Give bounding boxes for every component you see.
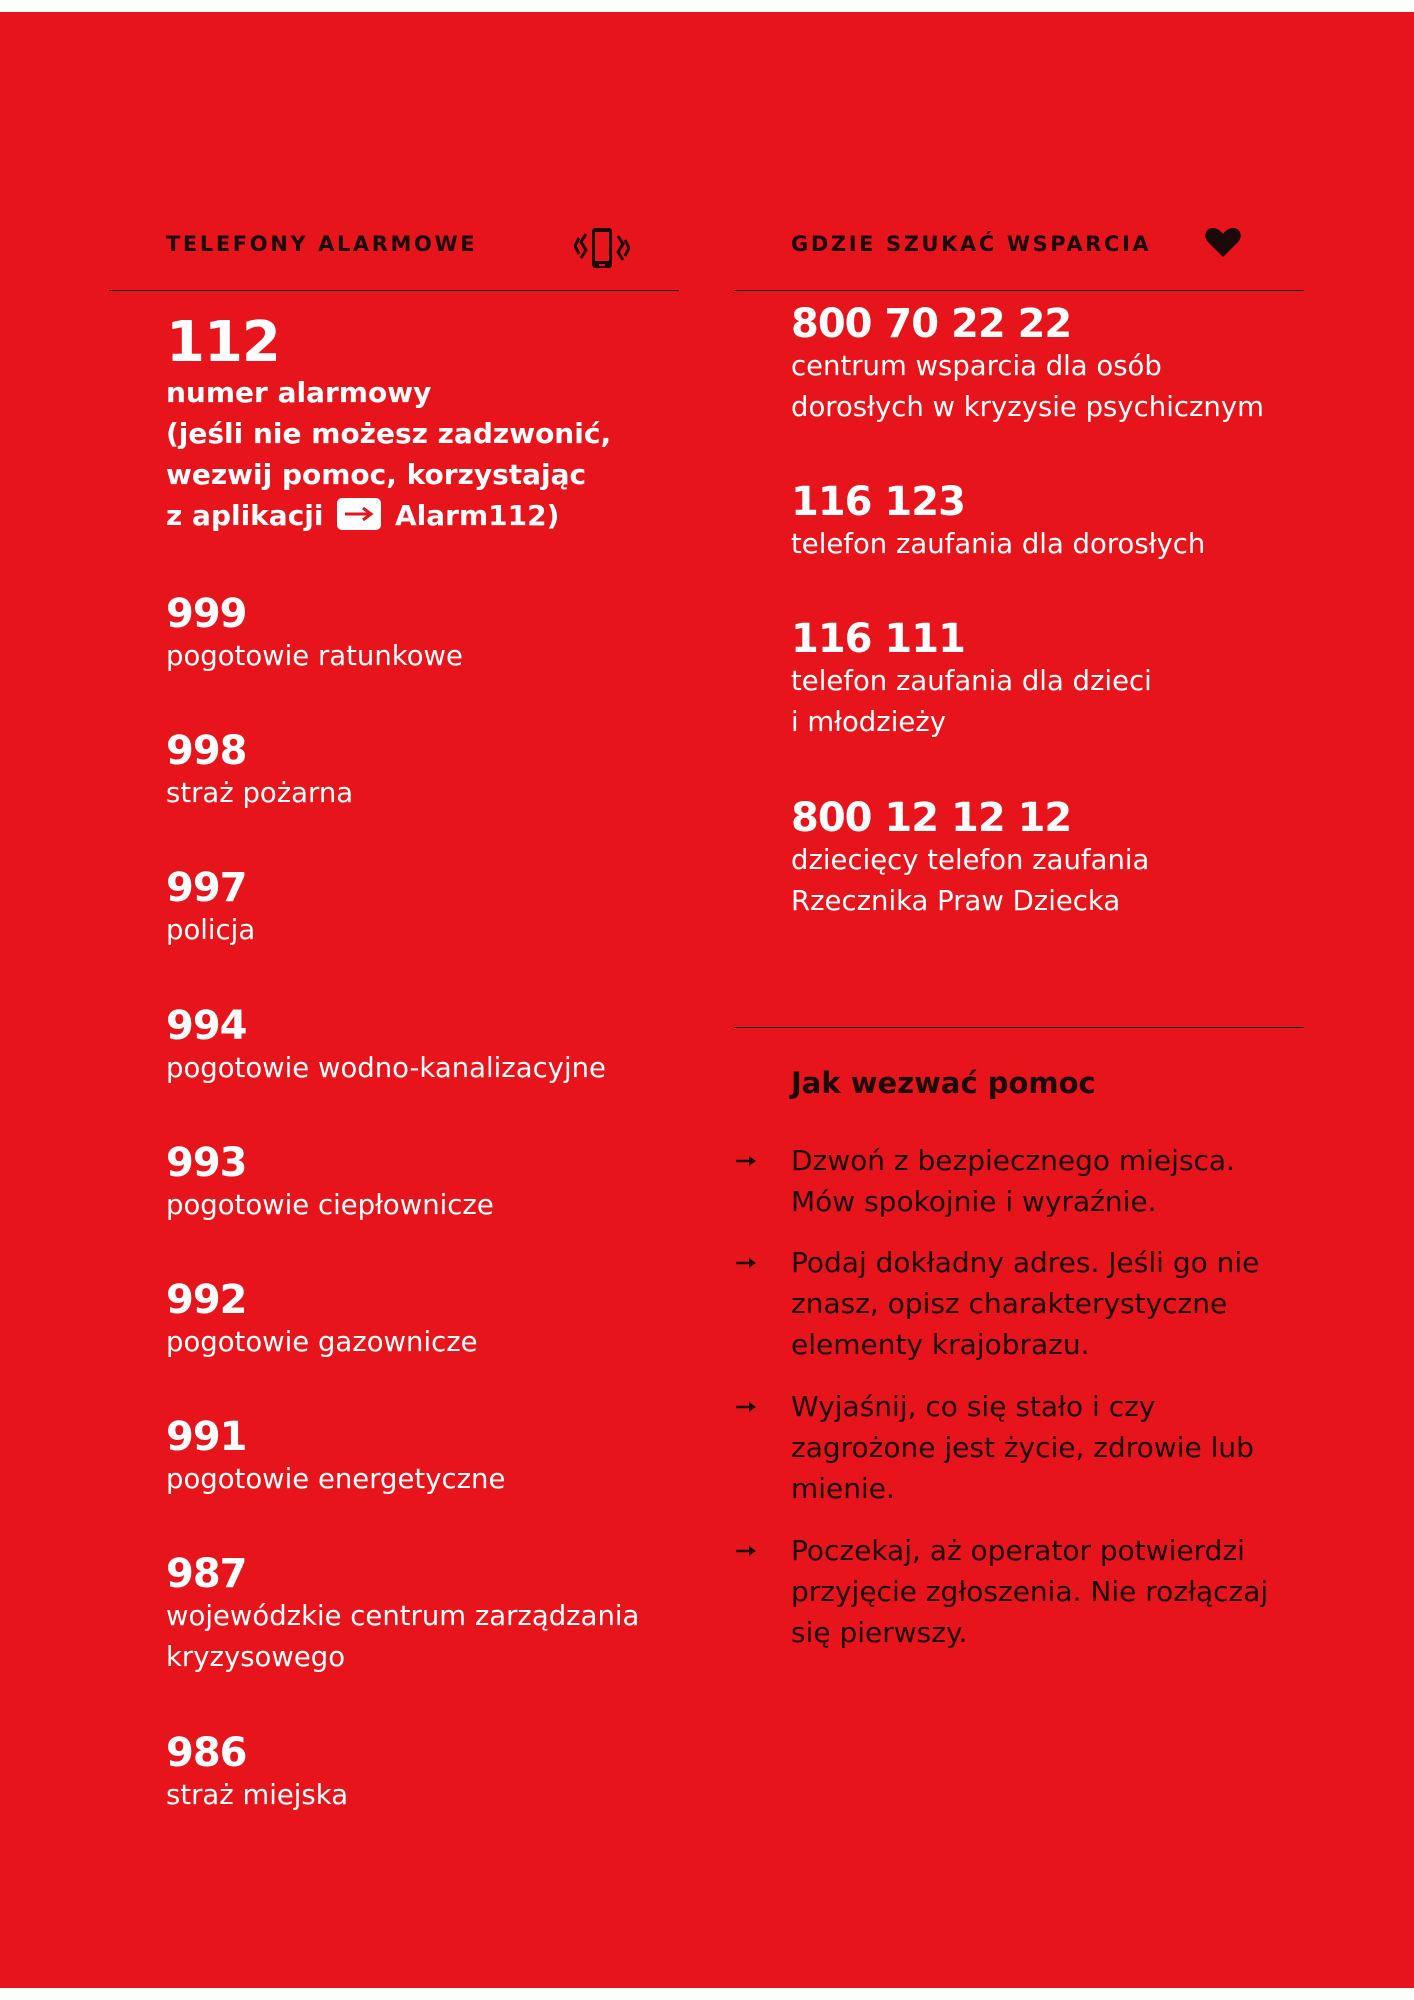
entry-description: dziecięcy telefon zaufania Rzecznika Praw Dziecka xyxy=(791,844,1150,917)
phone-number: 116 111 xyxy=(791,616,965,662)
entry-991 xyxy=(166,1415,676,1500)
entry-800121212 xyxy=(791,796,1301,922)
help-step-text: Podaj dokładny adres. Jeśli go nie znasz, opisz charakterystyczne elementy krajobrazu. xyxy=(791,1246,1260,1361)
arrow-right-icon xyxy=(736,1254,758,1273)
entry-999 xyxy=(166,592,676,677)
arrow-right-icon xyxy=(736,1398,758,1417)
phone-number: 993 xyxy=(166,1140,247,1186)
emergency-numbers-page xyxy=(0,12,1414,1988)
entry-993 xyxy=(166,1141,676,1226)
section-header-emergency xyxy=(109,222,679,291)
entry-992 xyxy=(166,1278,676,1363)
entry-description: numer alarmowy (jeśli nie możesz zadzwonić, wezwij pomoc, korzystając z aplikacji Alarm112) xyxy=(166,376,612,532)
entry-description: pogotowie gazownicze xyxy=(166,1326,478,1358)
entry-description: telefon zaufania dla dzieci i młodzieży xyxy=(791,665,1152,738)
phone-number: 991 xyxy=(166,1414,247,1460)
entry-112 xyxy=(166,310,676,536)
phone-number: 116 123 xyxy=(791,479,965,525)
section-title-emergency: TELEFONY ALARMOWE xyxy=(166,232,478,256)
help-step-text: Dzwoń z bezpiecznego miejsca. Mów spokojnie i wyraźnie. xyxy=(791,1144,1235,1218)
phone-number: 994 xyxy=(166,1003,247,1049)
entry-116111 xyxy=(791,617,1301,743)
entry-description: pogotowie ratunkowe xyxy=(166,640,463,672)
entry-800702222 xyxy=(791,302,1301,428)
entry-997 xyxy=(166,866,676,951)
phone-number: 800 12 12 12 xyxy=(791,795,1072,841)
entry-986 xyxy=(166,1731,676,1816)
entry-description: pogotowie energetyczne xyxy=(166,1463,506,1495)
entry-116123 xyxy=(791,480,1301,565)
help-step-text: Wyjaśnij, co się stało i czy zagrożone jest życie, zdrowie lub mienie. xyxy=(791,1390,1254,1505)
entry-description: telefon zaufania dla dorosłych xyxy=(791,528,1206,560)
arrow-right-icon xyxy=(337,498,381,530)
entry-description: pogotowie wodno-kanalizacyjne xyxy=(166,1052,606,1084)
entry-description: policja xyxy=(166,914,256,946)
phone-number: 999 xyxy=(166,591,247,637)
phone-number: 986 xyxy=(166,1730,247,1776)
section-header-support xyxy=(734,222,1304,291)
help-step-text: Poczekaj, aż operator potwierdzi przyjęcie zgłoszenia. Nie rozłączaj się pierwszy. xyxy=(791,1534,1269,1649)
phone-number: 997 xyxy=(166,865,247,911)
entry-description: centrum wsparcia dla osób dorosłych w kryzysie psychicznym xyxy=(791,350,1264,423)
entry-description: wojewódzkie centrum zarządzania kryzysowego xyxy=(166,1600,640,1673)
phone-number: 992 xyxy=(166,1277,247,1323)
divider xyxy=(734,1027,1304,1028)
vibrating-phone-icon xyxy=(574,222,630,278)
phone-number: 987 xyxy=(166,1551,247,1597)
entry-description: pogotowie ciepłownicze xyxy=(166,1189,494,1221)
phone-number: 800 70 22 22 xyxy=(791,301,1072,347)
entry-994 xyxy=(166,1004,676,1089)
entry-998 xyxy=(166,729,676,814)
help-section-title: Jak wezwać pomoc xyxy=(791,1066,1096,1100)
arrow-right-icon xyxy=(736,1542,758,1561)
section-title-support: GDZIE SZUKAĆ WSPARCIA xyxy=(791,232,1152,256)
heart-icon xyxy=(1204,226,1242,262)
phone-number: 998 xyxy=(166,728,247,774)
entry-987 xyxy=(166,1552,676,1678)
arrow-right-icon xyxy=(736,1152,758,1171)
phone-number: 112 xyxy=(166,310,280,375)
entry-description: straż pożarna xyxy=(166,777,354,809)
entry-description: straż miejska xyxy=(166,1779,349,1811)
